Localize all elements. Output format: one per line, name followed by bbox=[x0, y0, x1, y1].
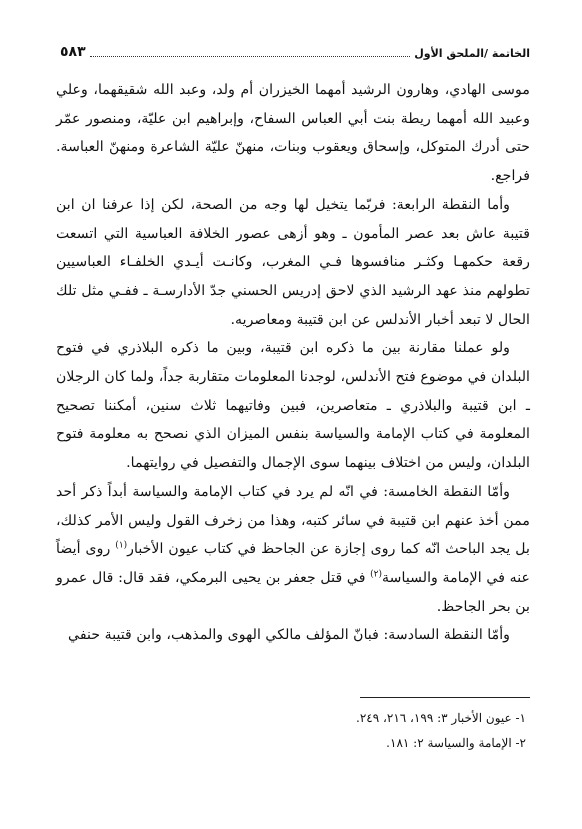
header-dotted-rule bbox=[90, 55, 411, 57]
footnote-separator bbox=[360, 697, 530, 698]
paragraph-4-text-a: وأمّا النقطة الخامسة: في انّه لم يرد في كتاب الإمامة والسياسة أبداً ذكر أحد ممن أخذ عنهم ابن قتيبة في سائر كتبه، وهذا من زخرف القول وليس الأمر كذلك، بل يجد الباحث انّه كما روى إجازة عن الجاحظ في كتاب عيون الأخبار bbox=[56, 483, 530, 558]
paragraph-4-text-c: في قتل جعفر بن يحيى البرمكي، فقد قال: قال عمرو بن بحر الجاحظ. bbox=[56, 569, 530, 615]
running-header bbox=[60, 38, 530, 60]
footnote-2: ٢- الإمامة والسياسة ٢: ١٨١. bbox=[386, 736, 526, 750]
footnote-1: ١- عيون الأخبار ٣: ١٩٩، ٢١٦، ٢٤٩. bbox=[356, 711, 526, 725]
paragraph-4 bbox=[56, 478, 530, 622]
running-header-title: الخاتمة /الملحق الأول bbox=[414, 47, 530, 60]
paragraph-3: ولو عملنا مقارنة بين ما ذكره ابن قتيبة، وبين ما ذكره البلاذري في فتوح البلدان في موضوع فتح الأندلس، لوجدنا المعلومات متقاربة جداً، ولما كان الرجلان ـ ابن قتيبة والبلاذري ـ متعاصرين، فبين وفاتيهما ثلاث سنين، أمكننا تصحيح المعلومة في كتاب الإمامة والسياسة بنفس الميزان الذي نصحح به معلومة فتوح البلدان، وليس من اختلاف بينهما سوى الإجمال والتفصيل في روايتهما. bbox=[56, 340, 530, 472]
body-text bbox=[56, 76, 530, 650]
footnote-ref-1[interactable]: (١) bbox=[115, 540, 128, 551]
footnote-ref-2[interactable]: (٢) bbox=[370, 569, 383, 580]
paragraph-5: وأمّا النقطة السادسة: فبانّ المؤلف مالكي الهوى والمذهب، وابن قتيبة حنفي bbox=[68, 627, 510, 644]
paragraph-2: وأما النقطة الرابعة: فربّما يتخيل لها وجه من الصحة، لكن إذا عرفنا ان ابن قتيبة عاش بعد عصر المأمون ـ وهو أزهى عصور الخلافة العباسية التي اتسعت رقعة حكمهـا وكثـر منافسوها فـي المغرب، وكانـت أيـدي الخلفـاء العباسيين تطولهم منذ عهد الرشيد الذي لاحق إدريس الحسني جدّ الأدارسـة ـ ففـي مثل تلك الحال لا تبعد أخبار الأندلس عن ابن قتيبة ومعاصريه. bbox=[56, 196, 530, 328]
page-number: ٥٨٣ bbox=[60, 44, 86, 60]
footnotes bbox=[56, 706, 526, 756]
paragraph-4-text-b: روى أيضاً عنه في الإمامة والسياسة bbox=[56, 541, 530, 586]
paragraph-1: موسى الهادي، وهارون الرشيد أمهما الخيزران أم ولد، وعبد الله شقيقهما، وعلي وعبيد الله أمهما ريطة بنت أبي العباس السفاح، وإبراهيم ابن عليّة، ومنصور عمّر حتى أدرك المتوكل، وإسحاق ويعقوب وبنات، منهنّ عليّة الشاعرة ومنهنّ العباسة. فراجع. bbox=[56, 82, 530, 185]
